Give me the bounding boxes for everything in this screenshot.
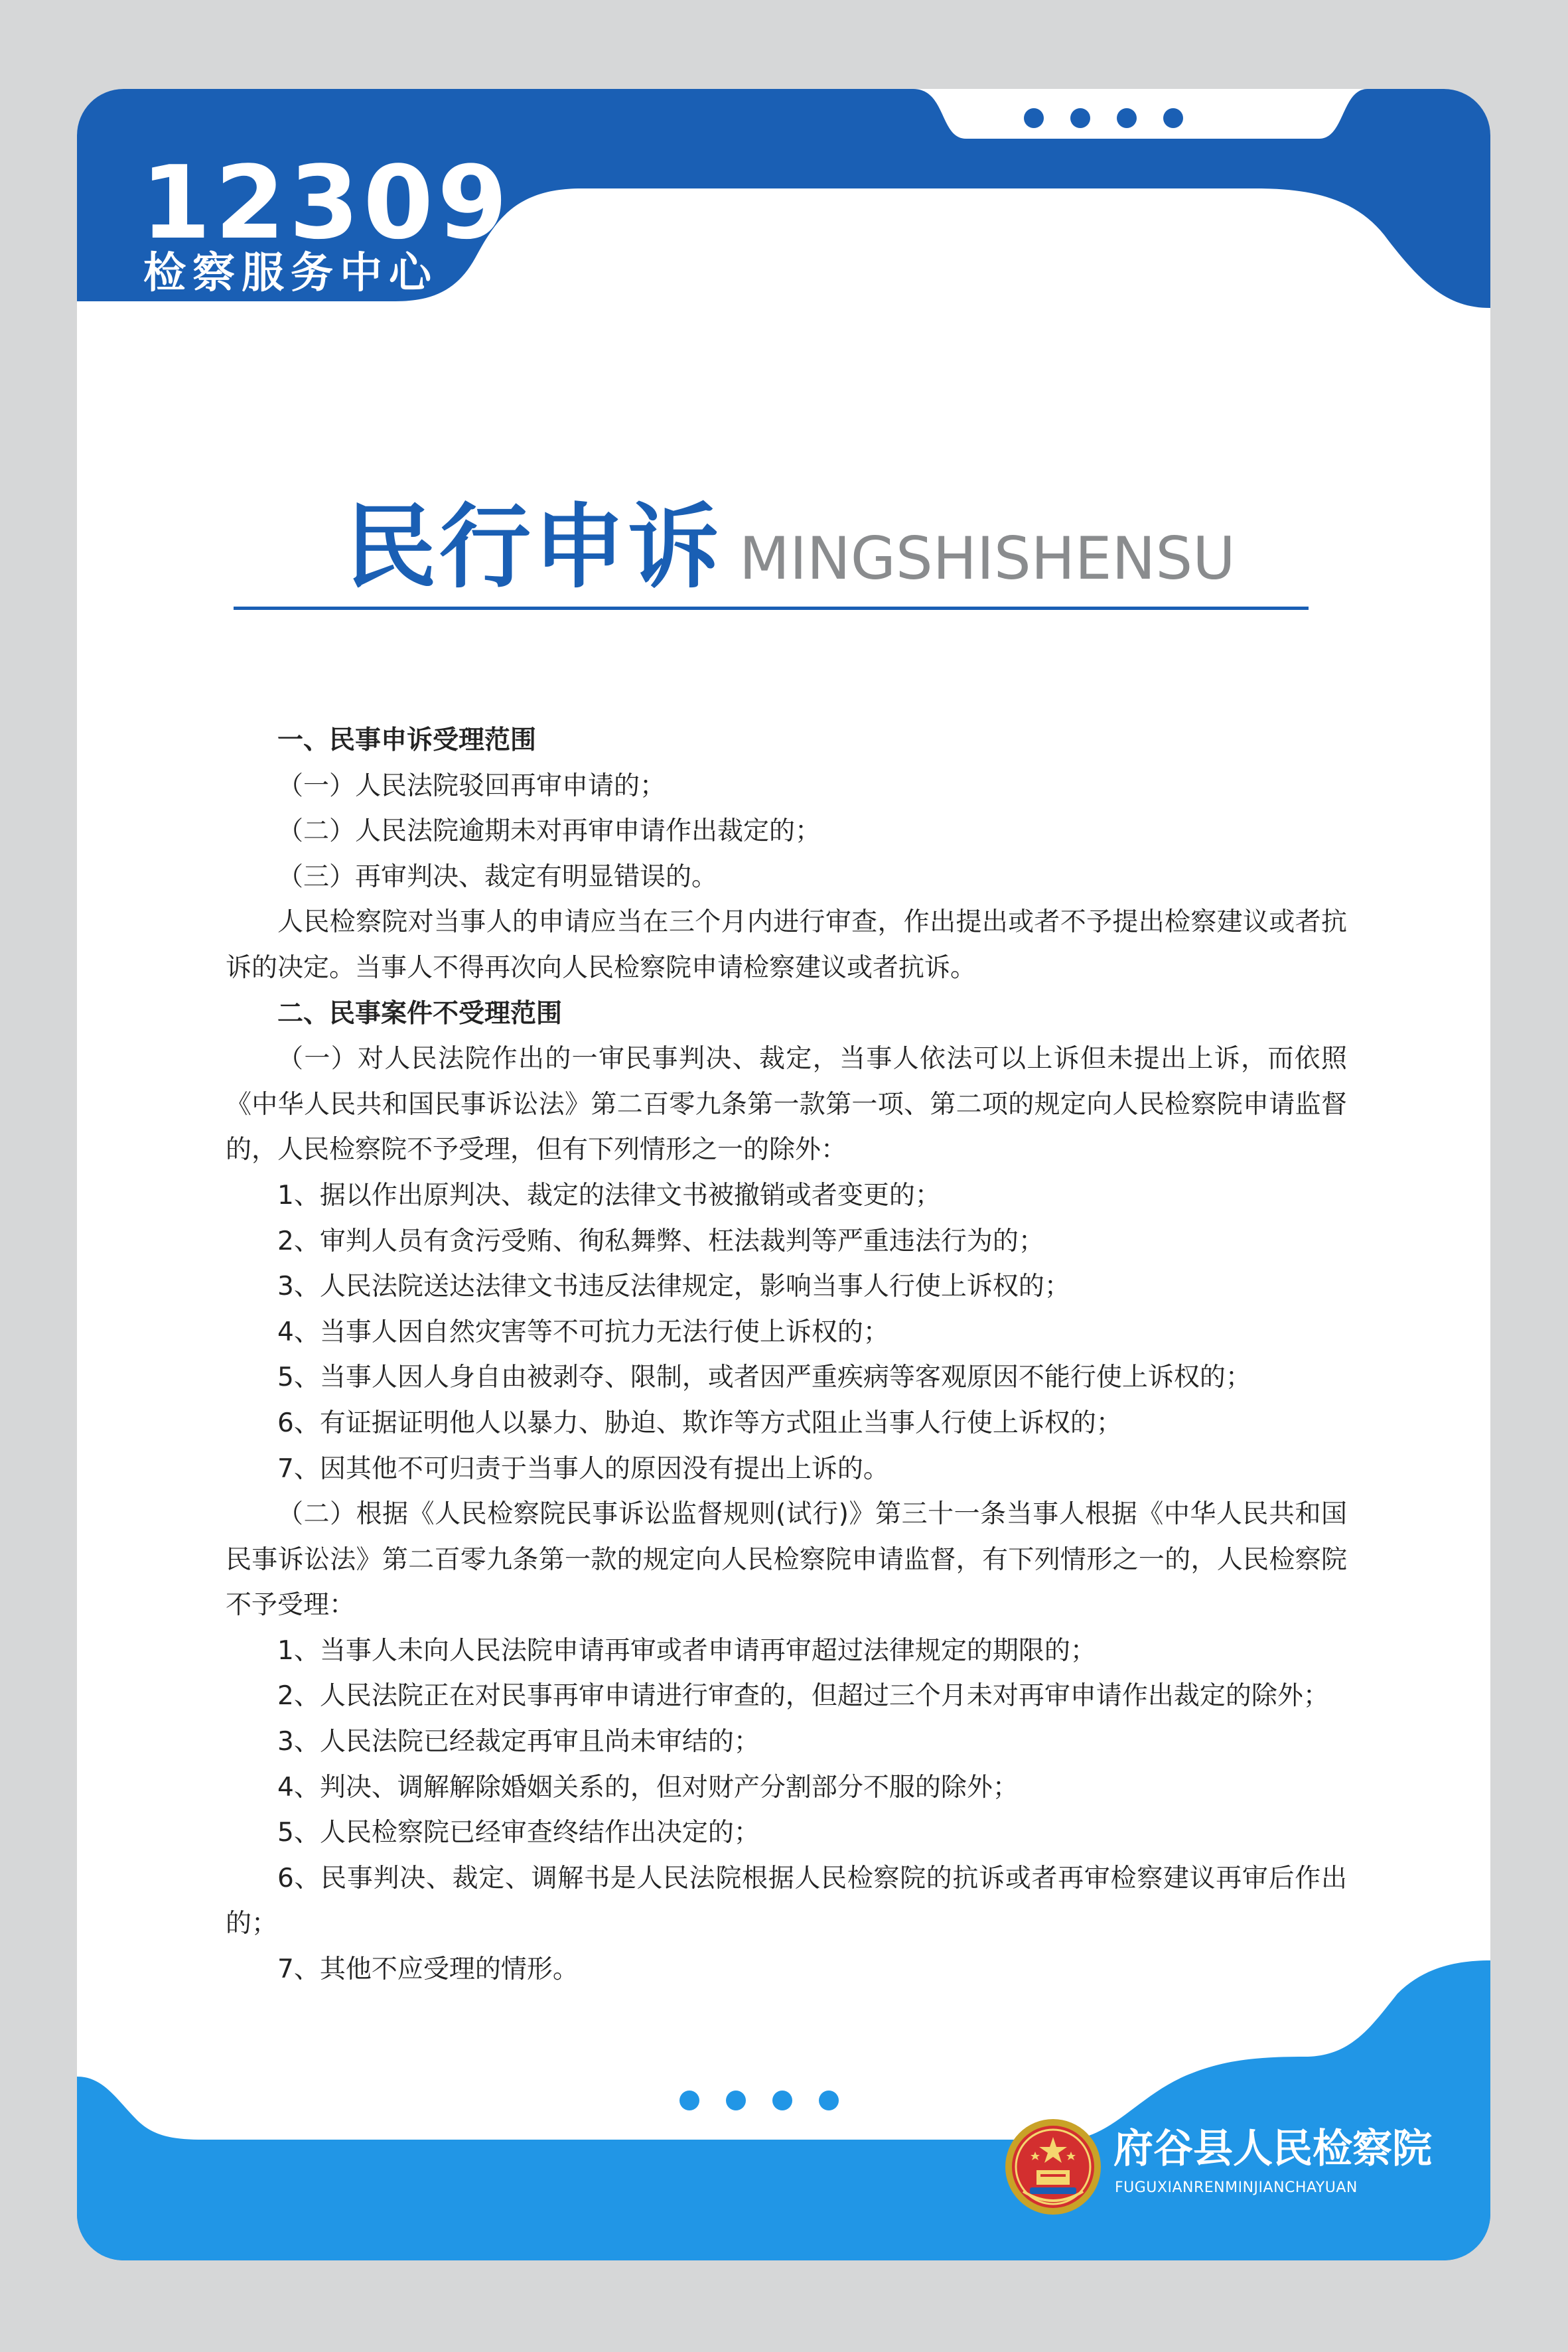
body-paragraph: 2、审判人员有贪污受贿、徇私舞弊、枉法裁判等严重违法行为的； — [277, 1226, 1044, 1256]
body-paragraph: 4、当事人因自然灾害等不可抗力无法行使上诉权的； — [277, 1317, 889, 1347]
body-paragraph: 4、判决、调解解除婚姻关系的，但对财产分割部分不服的除外； — [277, 1772, 1019, 1802]
title-underline — [234, 607, 1309, 610]
document-body — [226, 718, 1347, 1993]
header-dot — [1024, 108, 1044, 128]
header-dot — [1117, 108, 1137, 128]
header-dot — [1070, 108, 1090, 128]
body-paragraph: 2、人民法院正在对民事再审申请进行审查的，但超过三个月未对再审申请作出裁定的除外； — [277, 1681, 1329, 1712]
footer-dot — [726, 2091, 746, 2110]
footer-dot — [679, 2091, 699, 2110]
section-heading: 一、民事申诉受理范围 — [277, 725, 537, 755]
body-paragraph: 1、当事人未向人民法院申请再审或者申请再审超过法律规定的期限的； — [277, 1635, 1096, 1666]
procuratorate-emblem-icon — [1003, 2117, 1103, 2217]
section-heading: 二、民事案件不受理范围 — [277, 998, 563, 1029]
body-paragraph: 7、因其他不可归责于当事人的原因没有提出上诉的。 — [277, 1453, 889, 1484]
body-paragraph: （二）人民法院逾期未对再审申请作出裁定的； — [277, 816, 821, 847]
body-paragraph: 人民检察院对当事人的申请应当在三个月内进行审查，作出提出或者不予提出检察建议或者抗诉的决定。当事人不得再次向人民检察院申请检察建议或者抗诉。 — [226, 907, 1347, 983]
body-paragraph: （三）再审判决、裁定有明显错误的。 — [277, 861, 718, 892]
org-name-en: FUGUXIANRENMINJIANCHAYUAN — [1115, 2179, 1358, 2196]
footer-dot — [819, 2091, 839, 2110]
body-paragraph: 5、人民检察院已经审查终结作出决定的； — [277, 1818, 760, 1848]
body-paragraph: 3、人民法院送达法律文书违反法律规定，影响当事人行使上诉权的； — [277, 1272, 1070, 1302]
body-paragraph: （一）人民法院驳回再审申请的； — [277, 771, 666, 801]
body-paragraph: 1、据以作出原判决、裁定的法律文书被撤销或者变更的； — [277, 1180, 941, 1211]
service-center-label: 检察服务中心 — [143, 249, 438, 298]
body-paragraph: 7、其他不应受理的情形。 — [277, 1954, 579, 1985]
body-paragraph: 3、人民法院已经裁定再审且尚未审结的； — [277, 1727, 760, 1757]
body-paragraph: 6、民事判决、裁定、调解书是人民法院根据人民检察院的抗诉或者再审检察建议再审后作出的； — [226, 1863, 1347, 1939]
body-paragraph: 6、有证据证明他人以暴力、胁迫、欺诈等方式阻止当事人行使上诉权的； — [277, 1408, 1122, 1438]
header-dot — [1163, 108, 1183, 128]
body-paragraph: （一）对人民法院作出的一审民事判决、裁定，当事人依法可以上诉但未提出上诉，而依照《中华人民共和国民事诉讼法》第二百零九条第一款第一项、第二项的规定向人民检察院申请监督的，人民检察院不予受理，但有下列情形之一的除外： — [226, 1044, 1347, 1165]
body-paragraph: 5、当事人因人身自由被剥夺、限制，或者因严重疾病等客观原因不能行使上诉权的； — [277, 1362, 1251, 1393]
page-title — [345, 494, 1236, 601]
footer-dot — [772, 2091, 792, 2110]
org-name: 府谷县人民检察院 — [1113, 2126, 1432, 2172]
title-cn: 民行申诉 — [345, 494, 723, 601]
footer-dots — [679, 2091, 839, 2110]
hotline-logo: 12309 — [141, 144, 512, 261]
body-paragraph: （二）根据《人民检察院民事诉讼监督规则(试行)》第三十一条当事人根据《中华人民共和国民事诉讼法》第二百零九条第一款的规定向人民检察院申请监督，有下列情形之一的，人民检察院不予受理： — [226, 1499, 1347, 1621]
poster-board — [77, 89, 1490, 2260]
title-en: MINGSHISHENSU — [739, 524, 1236, 593]
footer-wave — [77, 1960, 1490, 2260]
header-dots — [1024, 108, 1183, 128]
